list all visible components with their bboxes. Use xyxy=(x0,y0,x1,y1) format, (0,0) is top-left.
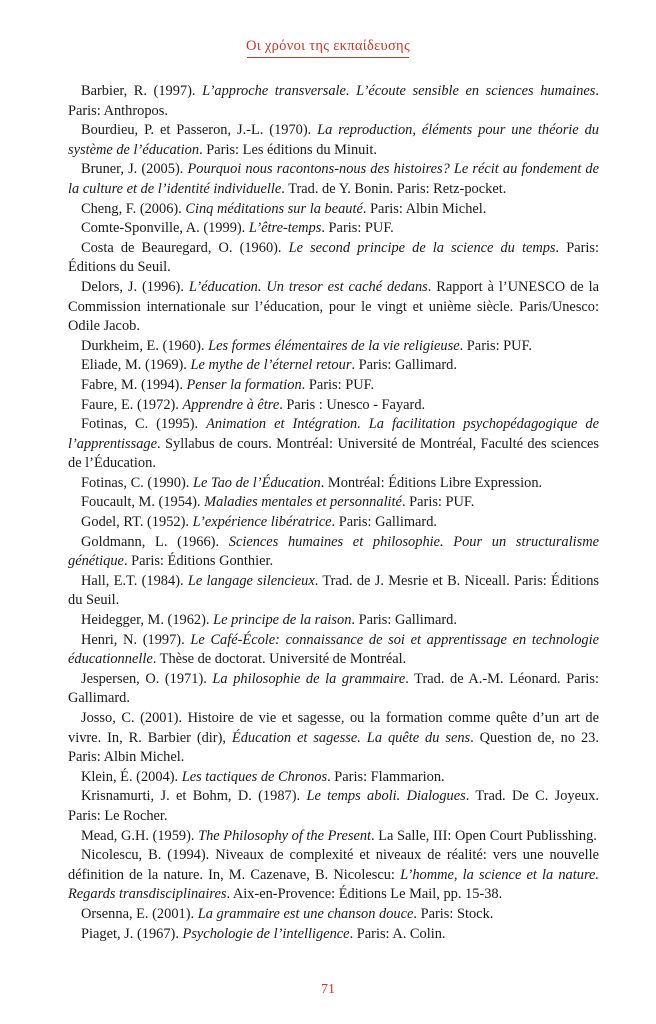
bibliography-entry xyxy=(68,846,599,905)
bibliography-entry xyxy=(68,239,599,278)
entry-author-year: Godel, RT. (1952). xyxy=(81,514,193,531)
entry-author-year: Henri, N. (1997). xyxy=(81,631,191,648)
entry-publication: . Paris: Gallimard. xyxy=(351,612,457,629)
entry-author-year: Comte-Sponville, A. (1999). xyxy=(81,220,249,237)
entry-title: Éducation et sagesse. La quête du sens xyxy=(231,729,471,746)
entry-publication: . Trad. de Y. Bonin. Paris: Retz-pocket. xyxy=(281,180,507,197)
bibliography-entry xyxy=(68,925,599,945)
bibliography-entry xyxy=(68,533,599,572)
entry-author-year: Barbier, R. (1997). xyxy=(81,83,203,99)
entry-title: Le Café-École: connaissance de soi et apprentissage en technologie éducationnelle xyxy=(68,631,599,668)
bibliography-entry xyxy=(68,356,599,376)
bibliography-entry xyxy=(68,337,599,357)
entry-publication: . Paris: PUF. xyxy=(401,494,475,511)
page-number: 71 xyxy=(321,982,335,997)
bibliography-entry xyxy=(68,768,599,788)
bibliography-entry xyxy=(68,827,599,847)
entry-author-year: Durkheim, E. (1960). xyxy=(81,337,209,354)
bibliography-entry xyxy=(68,278,599,337)
bibliography-entry xyxy=(68,905,599,925)
entry-publication: . Trad. De C. Joyeux. Paris: Le Rocher. xyxy=(68,788,599,824)
entry-title: Le temps aboli. Dialogues xyxy=(306,788,466,805)
entry-publication: . Paris: A. Colin. xyxy=(349,925,446,942)
entry-publication: . Paris: PUF. xyxy=(459,337,533,354)
bibliography-entry xyxy=(68,572,599,611)
entry-title: L’être-temps xyxy=(248,220,322,237)
running-header: Οι χρόνοι της εκπαίδευσης xyxy=(246,38,410,54)
entry-title: Les formes élémentaires de la vie religieuse xyxy=(208,337,460,354)
entry-publication: . Aix-en-Provence: Éditions Le Mail, pp. 15-38. xyxy=(226,886,503,903)
entry-title: L’approche transversale. L’écoute sensible en sciences humaines xyxy=(202,83,596,99)
bibliography-entry xyxy=(68,219,599,239)
entry-author-year: Piaget, J. (1967). xyxy=(81,925,183,942)
entry-publication: . Paris: Gallimard. xyxy=(351,357,457,374)
entry-title: La philosophie de la grammaire xyxy=(212,670,406,687)
entry-title: L’homme, la science et la nature. Regards transdisciplinaires xyxy=(68,866,600,903)
entry-publication: . Paris: Gallimard. xyxy=(331,514,438,531)
entry-author-year: Heidegger, M. (1962). xyxy=(81,612,214,629)
entry-title: La grammaire est une chanson douce xyxy=(197,905,414,922)
entry-author-year: Mead, G.H. (1959). xyxy=(81,827,199,844)
bibliography-entry xyxy=(68,709,599,768)
entry-title: Cinq méditations sur la beauté xyxy=(185,200,363,217)
bibliography-entry xyxy=(68,82,599,121)
entry-title: Maladies mentales et personnalité xyxy=(204,494,402,511)
entry-author-year: Eliade, M. (1969). xyxy=(81,357,191,374)
entry-publication: . La Salle, III: Open Court Publisshing. xyxy=(371,827,597,844)
bibliography-entry xyxy=(68,493,599,513)
entry-publication: . Trad. de J. Mesrie et B. Niceall. Paris: Éditions du Seuil. xyxy=(68,572,599,609)
entry-title: Les tactiques de Chronos xyxy=(181,768,328,785)
bibliography-entry xyxy=(68,200,599,220)
bibliography-entry xyxy=(68,670,599,709)
entry-author-year: Cheng, F. (2006). xyxy=(81,200,186,217)
entry-title: Le second principe de la science du temps xyxy=(288,239,556,256)
entry-title: Psychologie de l’intelligence xyxy=(182,925,350,942)
bibliography-list xyxy=(68,82,599,944)
entry-author-year: Josso, C. (2001). Histoire de vie et sagesse, ou la formation comme quête d’un art de vivre. In, R. Barbier (dir), xyxy=(68,710,599,746)
entry-publication: . Paris: PUF. xyxy=(301,376,375,393)
entry-publication: . Paris : Unesco - Fayard. xyxy=(279,396,426,413)
entry-title: La reproduction, éléments pour une théorie du système de l’éducation xyxy=(68,122,599,158)
entry-publication: . Paris: Stock. xyxy=(413,905,494,922)
bibliography-entry xyxy=(68,376,599,396)
entry-publication: . Rapport à l’UNESCO de la Commission internationale sur l’éducation, pour le vingt et unième siècle. Paris/Unesco: Odile Jacob. xyxy=(68,278,599,335)
entry-author-year: Klein, É. (2004). xyxy=(81,768,182,785)
entry-author-year: Goldmann, L. (1966). xyxy=(81,533,229,550)
entry-publication: . Thèse de doctorat. Université de Montréal. xyxy=(152,651,407,668)
entry-publication: . Trad. de A.-M. Léonard. Paris: Gallimard. xyxy=(68,670,599,707)
bibliography-entry xyxy=(68,611,599,631)
entry-publication: . Paris: Anthropos. xyxy=(68,83,599,119)
entry-author-year: Foucault, M. (1954). xyxy=(81,494,205,511)
entry-title: The Philosophy of the Present xyxy=(198,827,372,844)
bibliography-entry xyxy=(68,160,599,199)
entry-title: Pourquoi nous racontons-nous des histoires? Le récit au fondement de la culture et de l’identité individuelle xyxy=(68,161,599,197)
entry-title: Le mythe de l’éternel retour xyxy=(190,357,352,374)
bibliography-entry xyxy=(68,631,599,670)
entry-title: Sciences humaines et philosophie. Pour un structuralisme génétique xyxy=(68,533,599,570)
entry-publication: . Paris: Éditions Gonthier. xyxy=(123,553,274,570)
entry-publication: . Montréal: Éditions Libre Expression. xyxy=(320,474,543,491)
bibliography-entry xyxy=(68,787,599,826)
entry-author-year: Hall, E.T. (1984). xyxy=(81,572,188,589)
entry-title: Animation et Intégration. La facilitation psychopédagogique de l’apprentissage xyxy=(68,416,600,452)
entry-publication: . Syllabus de cours. Montréal: Université de Montréal, Faculté des sciences de l’Éducation. xyxy=(68,435,599,472)
entry-publication: . Paris: Éditions du Seuil. xyxy=(68,239,599,276)
header-underline xyxy=(247,57,409,58)
entry-title: Le langage silencieux xyxy=(187,572,315,589)
bibliography-entry xyxy=(68,513,599,533)
bibliography-entry xyxy=(68,396,599,416)
entry-title: Apprendre à être xyxy=(182,396,280,413)
entry-author-year: Bruner, J. (2005). xyxy=(81,161,188,178)
entry-author-year: Delors, J. (1996). xyxy=(81,278,189,295)
entry-author-year: Nicolescu, B. (1994). Niveaux de complexité et niveaux de réalité: vers une nouvelle définition de la nature. In, M. Cazenave, B. Nicolescu: xyxy=(68,847,599,883)
entry-publication: . Question de, no 23. Paris: Albin Michel. xyxy=(68,729,599,766)
entry-author-year: Faure, E. (1972). xyxy=(81,396,183,413)
entry-author-year: Fotinas, C. (1995). xyxy=(81,416,207,433)
entry-author-year: Bourdieu, P. et Passeron, J.-L. (1970). xyxy=(81,122,318,139)
entry-author-year: Fotinas, C. (1990). xyxy=(81,474,193,491)
entry-author-year: Jespersen, O. (1971). xyxy=(81,670,213,687)
entry-publication: . Paris: PUF. xyxy=(321,220,394,237)
entry-title: Le Tao de l’Éducation xyxy=(192,474,321,491)
entry-title: Le principe de la raison xyxy=(213,612,352,629)
entry-author-year: Costa de Beauregard, O. (1960). xyxy=(81,239,289,256)
entry-title: L’expérience libératrice xyxy=(192,514,332,531)
entry-author-year: Orsenna, E. (2001). xyxy=(81,905,198,922)
entry-author-year: Fabre, M. (1994). xyxy=(81,376,187,393)
entry-author-year: Krisnamurti, J. et Bohm, D. (1987). xyxy=(81,788,307,805)
entry-publication: . Paris: Les éditions du Minuit. xyxy=(199,141,377,158)
bibliography-entry xyxy=(68,474,599,494)
entry-title: Penser la formation xyxy=(186,376,302,393)
bibliography-entry xyxy=(68,415,599,474)
entry-publication: . Paris: Albin Michel. xyxy=(362,200,487,217)
bibliography-entry xyxy=(68,121,599,160)
entry-title: L’éducation. Un tresor est caché dedans xyxy=(188,278,428,295)
entry-publication: . Paris: Flammarion. xyxy=(327,768,445,785)
